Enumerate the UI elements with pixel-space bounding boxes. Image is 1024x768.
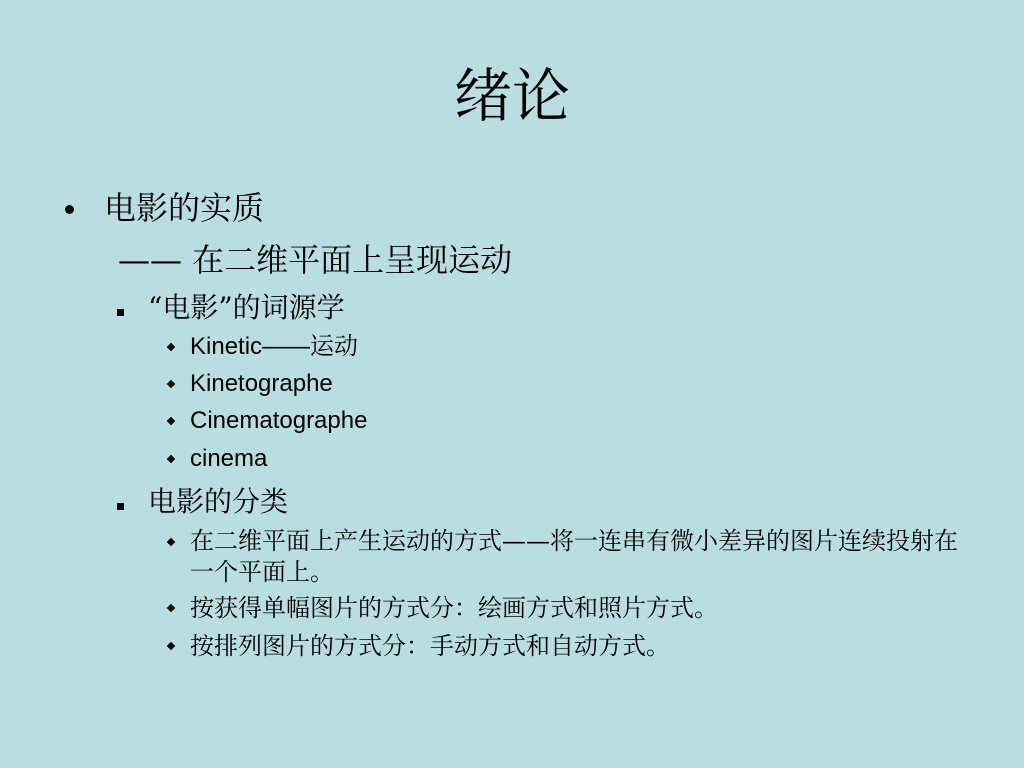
etymology-item: Kinetic——运动 [190,333,359,360]
slide-title: 绪论 [453,62,570,130]
classification-heading: 电影的分类 [148,485,289,518]
diamond-bullet-icon [167,642,175,650]
etymology-item: Kinetographe [190,370,333,397]
classification-item: 按排列图片的方式分：手动方式和自动方式。 [190,632,670,660]
main-point-subline: —— 在二维平面上呈现运动 [118,241,513,279]
diamond-bullet-icon [167,380,175,388]
diamond-bullet-icon [167,538,175,546]
etymology-item: cinema [190,445,268,472]
square-bullet-icon [117,309,124,316]
etymology-item: Cinematographe [190,407,368,434]
diamond-bullet-icon [167,343,175,351]
round-bullet-icon [65,205,74,214]
diamond-bullet-icon [167,455,175,463]
classification-item: 按获得单幅图片的方式分：绘画方式和照片方式。 [190,594,718,622]
classification-item: 在二维平面上产生运动的方式——将一连串有微小差异的图片连续投射在一个平面上。 [190,527,958,586]
etymology-heading: “电影”的词源学 [148,291,345,324]
diamond-bullet-icon [167,417,175,425]
diamond-bullet-icon [167,604,175,612]
square-bullet-icon [117,503,124,510]
main-point-heading: 电影的实质 [104,189,265,227]
